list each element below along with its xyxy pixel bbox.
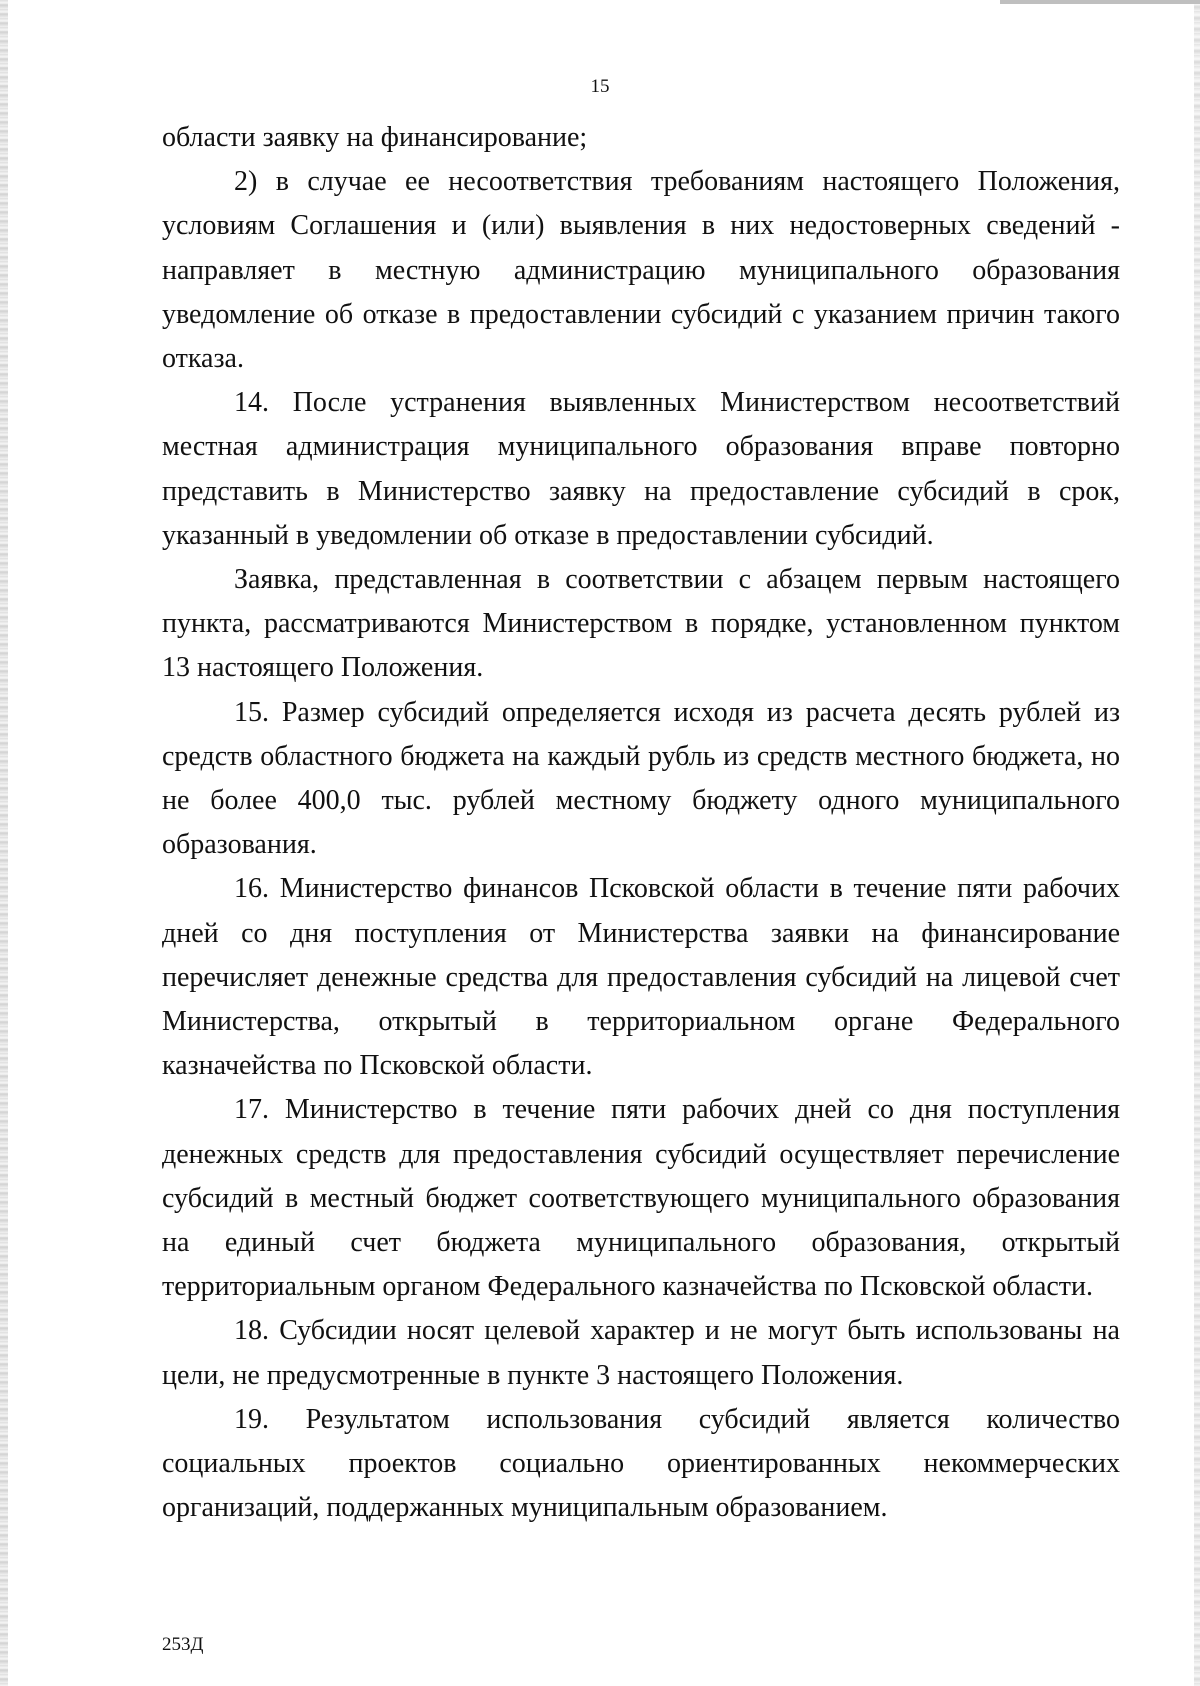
paragraph-continuation: области заявку на финансирование;	[162, 122, 588, 153]
scan-edge-right	[1194, 0, 1200, 1686]
paragraph-clause-15: 15. Размер субсидий определяется исходя из расчета десять рублей из средств областного бюджета на каждый рубль из средств местного бюджета, но не более 400,0 тыс. рублей местному бюджету одного муниципального образования.	[162, 696, 1120, 861]
page-number: 15	[590, 76, 610, 97]
scan-edge-left	[0, 0, 8, 1686]
paragraph-clause-19: 19. Результатом использования субсидий является количество социальных проектов социально ориентированных некоммерческих организаций, поддержанных муниципальным образованием.	[162, 1403, 1120, 1524]
paragraph-clause-18: 18. Субсидии носят целевой характер и не могут быть использованы на цели, не предусмотренные в пункте 3 настоящего Положения.	[162, 1315, 1120, 1391]
paragraph-clause-17: 17. Министерство в течение пяти рабочих дней со дня поступления денежных средств для предоставления субсидий осуществляет перечисление субсидий в местный бюджет соответствующего муниципального образования на единый счет бюджета муниципального образования, открытый территориальным органом Федерального казначейства по Псковской области.	[162, 1094, 1120, 1303]
scan-corner-mark	[1000, 0, 1200, 4]
paragraph-item-2: 2) в случае ее несоответствия требованиям настоящего Положения, условиям Соглашения и (или) выявления в них недостоверных сведений - направляет в местную администрацию муниципального образования уведомление об отказе в предоставлении субсидий с указанием причин такого отказа.	[162, 166, 1120, 375]
paragraph-clause-14-application: Заявка, представленная в соответствии с абзацем первым настоящего пункта, рассматриваются Министерством в порядке, установленном пунктом 13 настоящего Положения.	[162, 564, 1120, 684]
paragraph-clause-16: 16. Министерство финансов Псковской области в течение пяти рабочих дней со дня поступления от Министерства заявки на финансирование перечисляет денежные средства для предоставления субсидий на лицевой счет Министерства, открытый в территориальном органе Федерального казначейства по Псковской области.	[162, 873, 1120, 1082]
document-code: 253Д	[162, 1634, 204, 1655]
paragraph-clause-14: 14. После устранения выявленных Министерством несоответствий местная администрация муниципального образования вправе повторно представить в Министерство заявку на предоставление субсидий в срок, указанный в уведомлении об отказе в предоставлении субсидий.	[162, 387, 1120, 551]
document-body	[162, 116, 1120, 1531]
